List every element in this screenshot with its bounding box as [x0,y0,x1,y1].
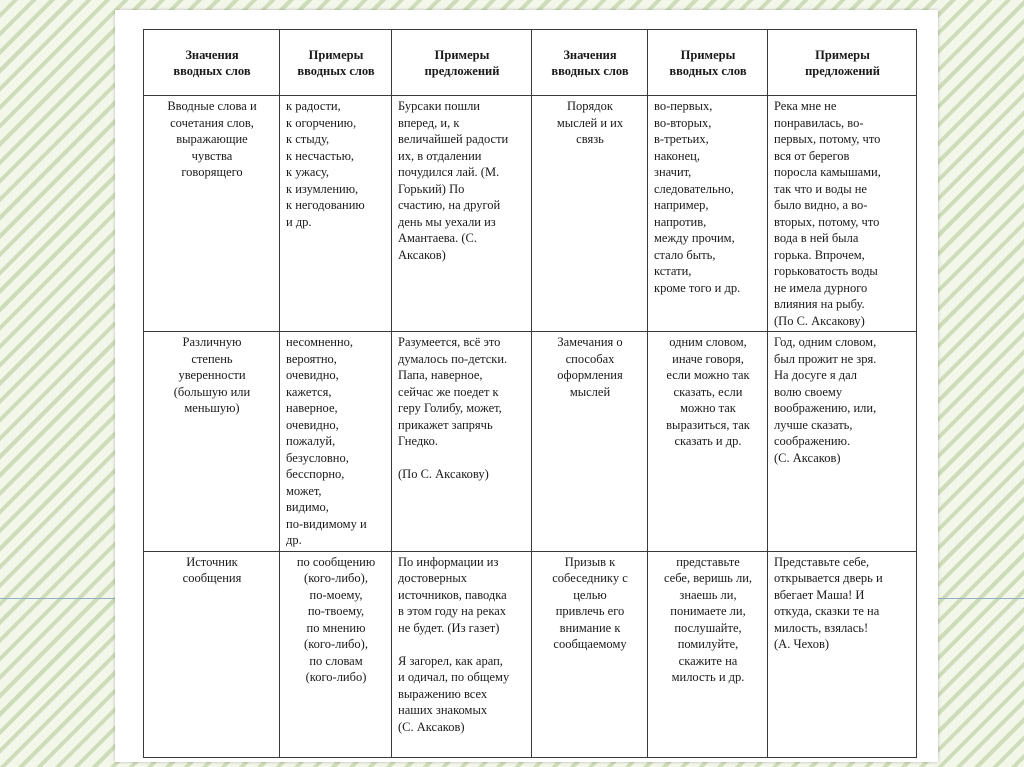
cell-sentence-examples: Год, одним словом, был прожит не зря. На досуге я дал волю своему воображению, или, лучше сказать, соображению. (С. Аксаков) [768,332,917,552]
cell-meaning: Различную степень уверенности (большую или меньшую) [144,332,280,552]
cell-meaning: Источник сообщения [144,551,280,757]
header-sentence-examples-2: Примеры предложений [768,30,917,96]
document-page [115,10,938,762]
introductory-words-table [143,29,917,758]
table-header-row [144,30,917,96]
header-meaning-2: Значения вводных слов [532,30,648,96]
cell-sentence-examples: Разумеется, всё это думалось по-детски. Папа, наверное, сейчас же поедет к геру Голибу, может, прикажет запрячь Гнедко. (По С. Аксакову) [392,332,532,552]
header-word-examples-2: Примеры вводных слов [648,30,768,96]
cell-word-examples: к радости, к огорчению, к стыду, к несчастью, к ужасу, к изумлению, к негодованию и др. [280,96,392,332]
cell-sentence-examples: Река мне не понравилась, во- первых, потому, что вся от берегов поросла камышами, так что и воды не было видно, а во- вторых, потому, что вода в ней была горька. Впрочем, горьковатость воды не имела дурного влияния на рыбу. (По С. Аксакову) [768,96,917,332]
header-word-examples-1: Примеры вводных слов [280,30,392,96]
cell-word-examples: одним словом, иначе говоря, если можно так сказать, если можно так выразиться, так сказать и др. [648,332,768,552]
table-row [144,551,917,757]
table-row [144,96,917,332]
cell-word-examples: во-первых, во-вторых, в-третьих, наконец, значит, следовательно, например, напротив, между прочим, стало быть, кстати, кроме того и др. [648,96,768,332]
header-meaning-1: Значения вводных слов [144,30,280,96]
cell-meaning: Замечания о способах оформления мыслей [532,332,648,552]
cell-word-examples: по сообщению (кого-либо), по-моему, по-твоему, по мнению (кого-либо), по словам (кого-либо) [280,551,392,757]
cell-meaning: Порядок мыслей и их связь [532,96,648,332]
cell-sentence-examples: По информации из достоверных источников, паводка в этом году на реках не будет. (Из газет) Я загорел, как арап, и одичал, по общему выражению всех наших знакомых (С. Аксаков) [392,551,532,757]
header-sentence-examples-1: Примеры предложений [392,30,532,96]
cell-meaning: Призыв к собеседнику с целью привлечь его внимание к сообщаемому [532,551,648,757]
table-row [144,332,917,552]
cell-sentence-examples: Представьте себе, открывается дверь и вбегает Маша! И откуда, сказки те на милость, взялась! (А. Чехов) [768,551,917,757]
cell-meaning: Вводные слова и сочетания слов, выражающие чувства говорящего [144,96,280,332]
cell-word-examples: несомненно, вероятно, очевидно, кажется, наверное, очевидно, пожалуй, безусловно, бесспорно, может, видимо, по-видимому и др. [280,332,392,552]
cell-word-examples: представьте себе, веришь ли, знаешь ли, понимаете ли, послушайте, помилуйте, скажите на милость и др. [648,551,768,757]
cell-sentence-examples: Бурсаки пошли вперед, и, к величайшей радости их, в отдалении почудился лай. (М. Горький) По счастию, на другой день мы уехали из Амантаева. (С. Аксаков) [392,96,532,332]
